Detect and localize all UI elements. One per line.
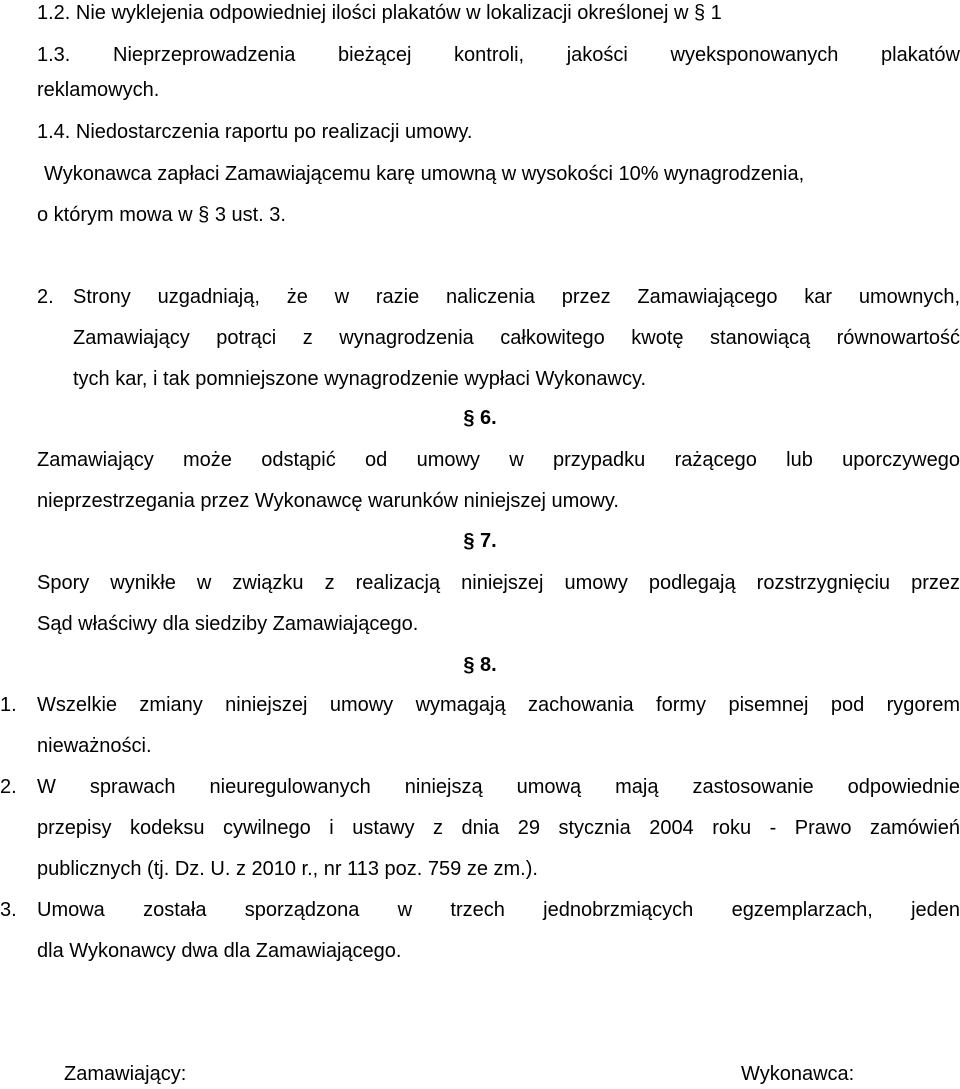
paragraph-2-number: 2. — [37, 286, 54, 308]
section-7-line1: Spory wynikłe w związku z realizacją niniejszej umowy podlegają rozstrzygnięciu przez — [37, 572, 960, 594]
section-8-item-1-line1: Wszelkie zmiany niniejszej umowy wymagają zachowania formy pisemnej pod rygorem — [37, 694, 960, 716]
paragraph-2-line2: Zamawiający potrąci z wynagrodzenia całkowitego kwotę stanowiącą równowartość — [73, 327, 960, 349]
section-8-item-3-line1: Umowa została sporządzona w trzech jednobrzmiących egzemplarzach, jeden — [37, 899, 960, 921]
section-8-item-1-line2: nieważności. — [37, 735, 152, 757]
section-8-item-2-line2: przepisy kodeksu cywilnego i ustawy z dnia 29 stycznia 2004 roku - Prawo zamówień — [37, 817, 960, 839]
section-6-line2: nieprzestrzegania przez Wykonawcę warunków niniejszej umowy. — [37, 490, 619, 512]
section-8-item-3-line2: dla Wykonawcy dwa dla Zamawiającego. — [37, 940, 402, 962]
item-1-3-continuation: reklamowych. — [37, 79, 160, 101]
section-7-heading: § 7. — [463, 530, 497, 552]
section-8-item-2-line1: W sprawach nieuregulowanych niniejszą umową mają zastosowanie odpowiednie — [37, 776, 960, 798]
signature-contractor: Wykonawca: — [741, 1063, 855, 1085]
section-6-heading: § 6. — [463, 407, 497, 429]
section-8-heading: § 8. — [463, 654, 497, 676]
section-7-line2: Sąd właściwy dla siedziby Zamawiającego. — [37, 613, 419, 635]
section-6-line1: Zamawiający może odstąpić od umowy w przypadku rażącego lub uporczywego — [37, 449, 960, 471]
section-8-item-2-number: 2. — [0, 776, 17, 798]
penalty-clause-line1: Wykonawca zapłaci Zamawiającemu karę umowną w wysokości 10% wynagrodzenia, — [44, 163, 805, 185]
section-8-item-1-number: 1. — [0, 694, 17, 716]
penalty-clause-line2: o którym mowa w § 3 ust. 3. — [37, 204, 286, 226]
item-1-3: 1.3. Nieprzeprowadzenia bieżącej kontroli, jakości wyeksponowanych plakatów — [37, 44, 960, 66]
paragraph-2-line1: Strony uzgadniają, że w razie naliczenia przez Zamawiającego kar umownych, — [73, 286, 960, 308]
item-1-4: 1.4. Niedostarczenia raportu po realizacji umowy. — [37, 121, 473, 143]
signature-contracting-authority: Zamawiający: — [64, 1063, 187, 1085]
item-1-2: 1.2. Nie wyklejenia odpowiedniej ilości plakatów w lokalizacji określonej w § 1 — [37, 2, 722, 24]
section-8-item-3-number: 3. — [0, 899, 17, 921]
paragraph-2-line3: tych kar, i tak pomniejszone wynagrodzenie wypłaci Wykonawcy. — [73, 368, 647, 390]
section-8-item-2-line3: publicznych (tj. Dz. U. z 2010 r., nr 113 poz. 759 ze zm.). — [37, 858, 538, 880]
